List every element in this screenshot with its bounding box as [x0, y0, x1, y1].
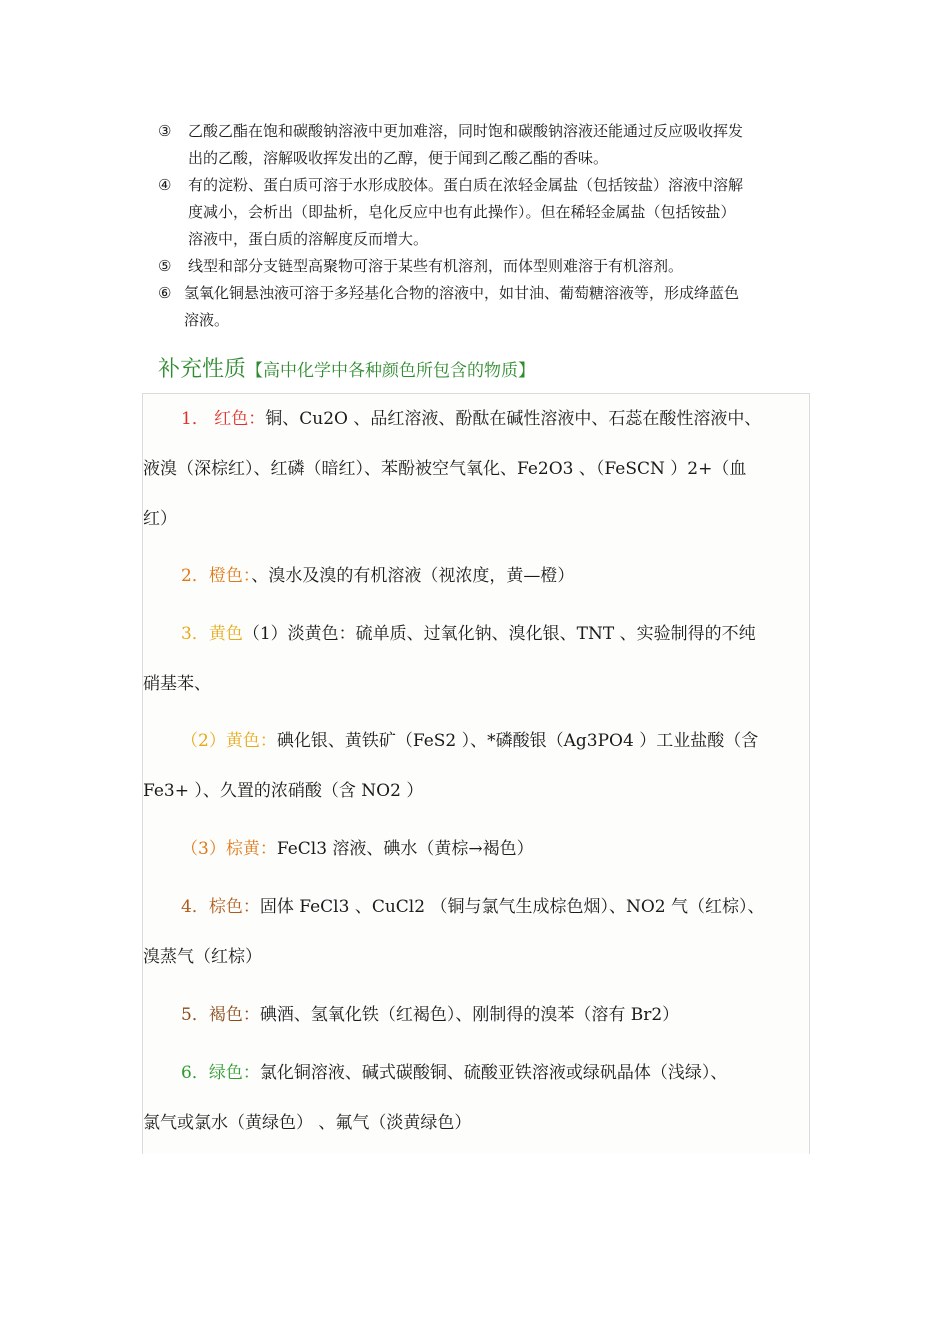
- color-entry-orange: 2．橙色：、溴水及溴的有机溶液（视浓度，黄—橙）: [181, 566, 575, 586]
- color-text: Fe3+ ）、久置的浓硝酸（含 NO2 ）: [143, 781, 424, 801]
- list-item: [158, 118, 813, 172]
- color-text: 溴蒸气（红棕）: [143, 947, 262, 967]
- item-text: 溶液。: [184, 311, 230, 329]
- color-entry-brown-yellow: （3）棕黄：FeCl3 溶液、碘水（黄棕→褐色）: [181, 839, 534, 859]
- color-text: FeCl3 溶液、碘水（黄棕→褐色）: [276, 839, 534, 859]
- color-text: 红）: [143, 509, 177, 529]
- item-text: 氢氧化铜悬浊液可溶于多羟基化合物的溶液中，如甘油、葡萄糖溶液等，形成绛蓝色: [184, 284, 740, 302]
- color-text: 氯化铜溶液、碱式碳酸铜、硫酸亚铁溶液或绿矾晶体（浅绿）、: [259, 1063, 728, 1083]
- list-item: [158, 280, 813, 334]
- color-label: 3．黄色: [181, 624, 243, 644]
- color-text: 固体 FeCl3 、CuCl2 （铜与氯气生成棕色烟）、NO2 气（红棕）、: [259, 897, 765, 917]
- color-text: 碘酒、氢氧化铁（红褐色）、刚制得的溴苯（溶有 Br2）: [259, 1005, 680, 1025]
- color-label: （3）棕黄: [181, 839, 260, 859]
- color-text: 硝基苯、: [143, 674, 211, 694]
- color-entry-yellow-2: （2）黄色：碘化银、黄铁矿（FeS2 ）、*磷酸银（Ag3PO4 ）工业盐酸（含 Fe3+ ）、久置的浓硝酸（含 NO2 ）: [143, 716, 809, 816]
- color-label: 1． 红色: [181, 409, 249, 429]
- item-number: ⑥: [158, 284, 172, 302]
- list-item: [158, 253, 813, 280]
- item-text: 出的乙酸，溶解吸收挥发出的乙醇，便于闻到乙酸乙酯的香味。: [188, 149, 609, 167]
- numbered-list: [158, 118, 813, 334]
- section-subtitle: 【高中化学中各种颜色所包含的物质】: [246, 361, 536, 381]
- color-entry-dark-brown: 5．褐色：碘酒、氢氧化铁（红褐色）、刚制得的溴苯（溶有 Br2）: [181, 1005, 680, 1025]
- color-entry-yellow: [143, 609, 809, 709]
- color-text: （1）淡黄色：硫单质、过氧化钠、溴化银、TNT 、实验制得的不纯: [242, 624, 756, 644]
- color-label: 5．褐色: [181, 1005, 243, 1025]
- item-number: ④: [158, 176, 172, 194]
- item-text: 乙酸乙酯在饱和碳酸钠溶液中更加难溶，同时饱和碳酸钠溶液还能通过反应吸收挥发: [188, 122, 744, 140]
- item-text: 度减小，会析出（即盐析，皂化反应中也有此操作）。但在稀轻金属盐（包括铵盐）: [188, 203, 736, 221]
- color-label: 6．绿色: [181, 1063, 243, 1083]
- color-text: 铜、Cu2O 、品红溶液、酚酞在碱性溶液中、石蕊在酸性溶液中、: [265, 409, 762, 429]
- color-text: 氯气或氯水（黄绿色） 、氟气（淡黄绿色）: [143, 1113, 472, 1133]
- color-text: 碘化银、黄铁矿（FeS2 ）、*磷酸银（Ag3PO4 ）工业盐酸（含: [276, 731, 759, 751]
- color-label: 2．橙色: [181, 566, 243, 586]
- item-number: ③: [158, 122, 172, 140]
- color-entry-green: 6．绿色：氯化铜溶液、碱式碳酸铜、硫酸亚铁溶液或绿矾晶体（浅绿）、 氯气或氯水（黄绿色） 、氟气（淡黄绿色）: [143, 1048, 809, 1148]
- color-text: 、溴水及溴的有机溶液（视浓度，黄—橙）: [251, 566, 575, 586]
- color-text: 液溴（深棕红）、红磷（暗红）、苯酚被空气氧化、Fe2O3 、（FeSCN ）2+（血: [143, 459, 747, 479]
- section-heading: [158, 352, 535, 383]
- item-text: 有的淀粉、蛋白质可溶于水形成胶体。蛋白质在浓轻金属盐（包括铵盐）溶液中溶解: [188, 176, 744, 194]
- color-label: 4．棕色: [181, 897, 243, 917]
- list-item: [158, 172, 813, 253]
- section-title: 补充性质: [158, 357, 247, 382]
- color-entry-brown: 4．棕色：固体 FeCl3 、CuCl2 （铜与氯气生成棕色烟）、NO2 气（红棕）、 溴蒸气（红棕）: [143, 882, 809, 982]
- color-label: （2）黄色: [181, 731, 260, 751]
- color-table-box: [142, 393, 810, 1154]
- item-number: ⑤: [158, 257, 172, 275]
- item-text: 溶液中，蛋白质的溶解度反而增大。: [188, 230, 429, 248]
- color-entry-red: 1． 红色：铜、Cu2O 、品红溶液、酚酞在碱性溶液中、石蕊在酸性溶液中、 液溴（深棕红）、红磷（暗红）、苯酚被空气氧化、Fe2O3 、（FeSCN ）2+（血 红）: [143, 394, 809, 544]
- item-text: 线型和部分支链型高聚物可溶于某些有机溶剂，而体型则难溶于有机溶剂。: [188, 257, 684, 275]
